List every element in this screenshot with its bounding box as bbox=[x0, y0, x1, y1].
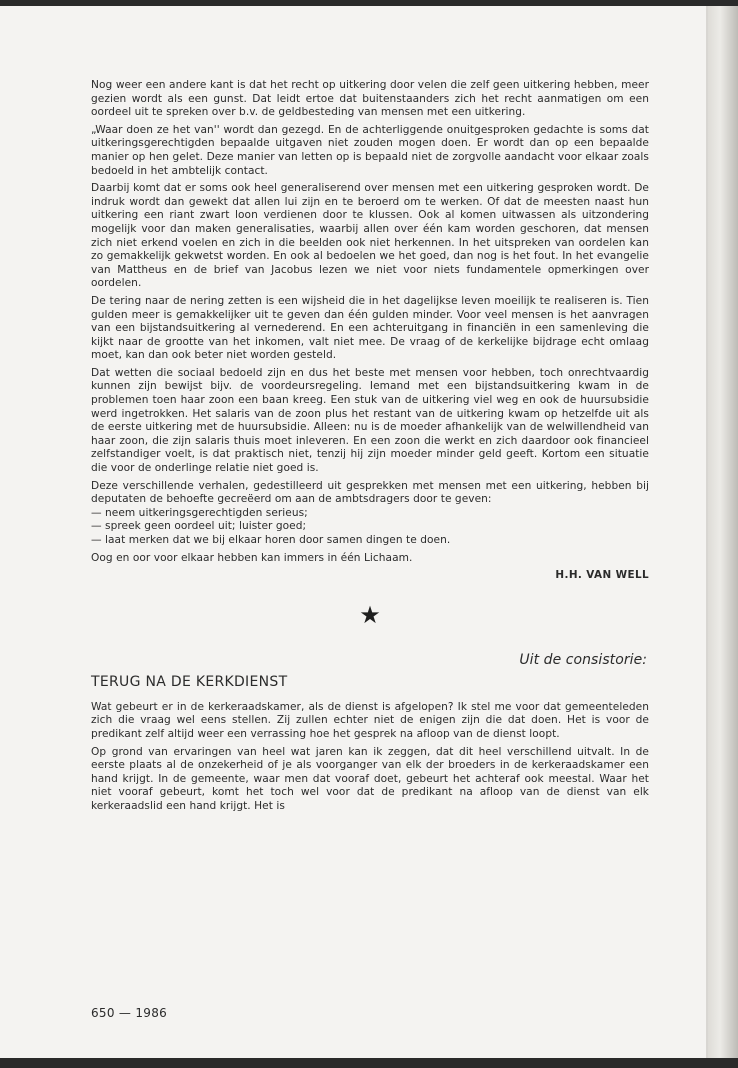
list-item bbox=[91, 534, 649, 548]
article-paragraph-1: Nog weer een andere kant is dat het recht op uitkering door velen die zelf geen uitkering hebben, meer gezien wordt als een gunst. Dat leidt ertoe dat buitenstaanders zich het recht aanmatigen om een oordeel uit te spreken over b.v. de geldbesteding van mensen met een uitkering. bbox=[91, 79, 649, 119]
article-paragraph-3: Daarbij komt dat er soms ook heel generaliserend over mensen met een uitkering gesproken wordt. De indruk wordt dan gewekt dat allen lui zijn en te beroerd om te werken. Of dat de meesten naast hun uitkering een riant zwart loon verdienen door te klussen. Ook al komen uitwassen als uitzondering mogelijk voor dan maken generalisaties, waarbij allen over één kam worden geschoren, dat mensen zich niet erkend voelen en zich in die beelden ook niet herkennen. In het uitspreken van oordelen kan zo gemakkelijk gekwetst worden. En ook al bedoelen we het goed, dan nog is het fout. In het evangelie van Mattheus en de brief van Jacobus lezen we niet voor niets fundamentele opmerkingen over oordelen. bbox=[91, 182, 649, 290]
closing-sentence: Oog en oor voor elkaar hebben kan immers in één Lichaam. bbox=[91, 551, 413, 564]
page-number: 650 — 1986 bbox=[91, 1006, 168, 1020]
list-item bbox=[91, 507, 649, 521]
section-paragraph-2: Op grond van ervaringen van heel wat jaren kan ik zeggen, dat dit heel verschillend uitvalt. In de eerste plaats al de onzekerheid of je als voorganger van elk der broeders in de kerkeraadskamer een hand krijgt. In de gemeente, waar men dat vooraf doet, gebeurt het achteraf ook meestal. Waar het niet vooraf gebeurt, komt het toch wel voor dat de predikant na afloop van de dienst van elk kerkeraadslid een hand krijgt. Het is bbox=[91, 745, 649, 812]
rubric-label: Uit de consistorie: bbox=[519, 651, 647, 668]
list-marker: — bbox=[91, 506, 102, 519]
page-edge-shadow bbox=[708, 6, 738, 1058]
article-paragraph-5: Dat wetten die sociaal bedoeld zijn en dus het beste met mensen voor hebben, toch onrechtvaardig kunnen zijn bewijst bijv. de voordeursregeling. Iemand met een bijstandsuitkering kwam in de problemen toen haar zoon een baan kreeg. Een stuk van de uitkering viel weg en ook de huursubsidie werd ingetrokken. Het salaris van de zoon plus het restant van de uitkering kwam op hetzelfde uit als de eerste uitkering met de huursubsidie. Alleen: nu is de moeder afhankelijk van de welwillendheid van haar zoon, die zijn salaris thuis moet inleveren. En een zoon die werkt en zich daardoor ook financieel zelfstandiger voelt, is dat praktisch niet, tenzij hij zijn moeder minder geld geeft. Kortom een situatie die voor de onderlinge relatie niet goed is. bbox=[91, 366, 649, 475]
list-marker: — bbox=[91, 534, 102, 546]
list-item-text: spreek geen oordeel uit; luister goed; bbox=[105, 520, 307, 533]
section-title: TERUG NA DE KERKDIENST bbox=[91, 673, 288, 690]
star-separator-icon: ★ bbox=[359, 600, 381, 629]
section-paragraph-1: Wat gebeurt er in de kerkeraadskamer, als de dienst is afgelopen? Ik stel me voor dat gemeenteleden zich die vraag wel eens stellen. Zij zullen echter niet de enigen zijn die dat doen. Het is voor de predikant zelf altijd weer een verrassing hoe het gesprek na afloop van de dienst loopt. bbox=[91, 700, 649, 740]
list-item bbox=[91, 520, 649, 534]
content-column bbox=[91, 79, 649, 818]
recommendation-list bbox=[91, 507, 649, 548]
list-item-text: neem uitkeringsgerechtigden serieus; bbox=[105, 506, 308, 519]
article-paragraph-6: Deze verschillende verhalen, gedestilleerd uit gesprekken met mensen met een uitkering, hebben bij deputaten de behoefte gecreëerd om aan de ambtsdragers door te geven: bbox=[91, 479, 649, 506]
scan-border bbox=[0, 1058, 738, 1068]
list-marker: — bbox=[91, 520, 102, 533]
article-paragraph-4: De tering naar de nering zetten is een wijsheid die in het dagelijkse leven moeilijk te realiseren is. Tien gulden meer is gemakkelijker uit te geven dan één gulden minder. Voor veel mensen is het aanvragen van een bijstandsuitkering al vernederend. En een achteruitgang in financiën in een samenleving die kijkt naar de grootte van het inkomen, valt niet mee. De vraag of de kerkelijke bijdrage echt omlaag moet, kan dan ook beter niet worden gesteld. bbox=[91, 294, 649, 362]
list-item-text: laat merken dat we bij elkaar horen door samen dingen te doen. bbox=[105, 534, 451, 546]
article-paragraph-2: „Waar doen ze het van'' wordt dan gezegd. En de achterliggende onuitgesproken gedachte is soms dat uitkeringsgerechtigden bepaalde uitgaven niet zouden mogen doen. Er wordt dan op een bepaalde manier op hen gelet. Deze manier van letten op is bepaald niet de zorgvolle aandacht voor elkaar zoals bedoeld in het ambtelijk contact. bbox=[91, 123, 649, 177]
author-signature: H.H. VAN WELL bbox=[555, 569, 649, 582]
page bbox=[0, 6, 708, 1058]
